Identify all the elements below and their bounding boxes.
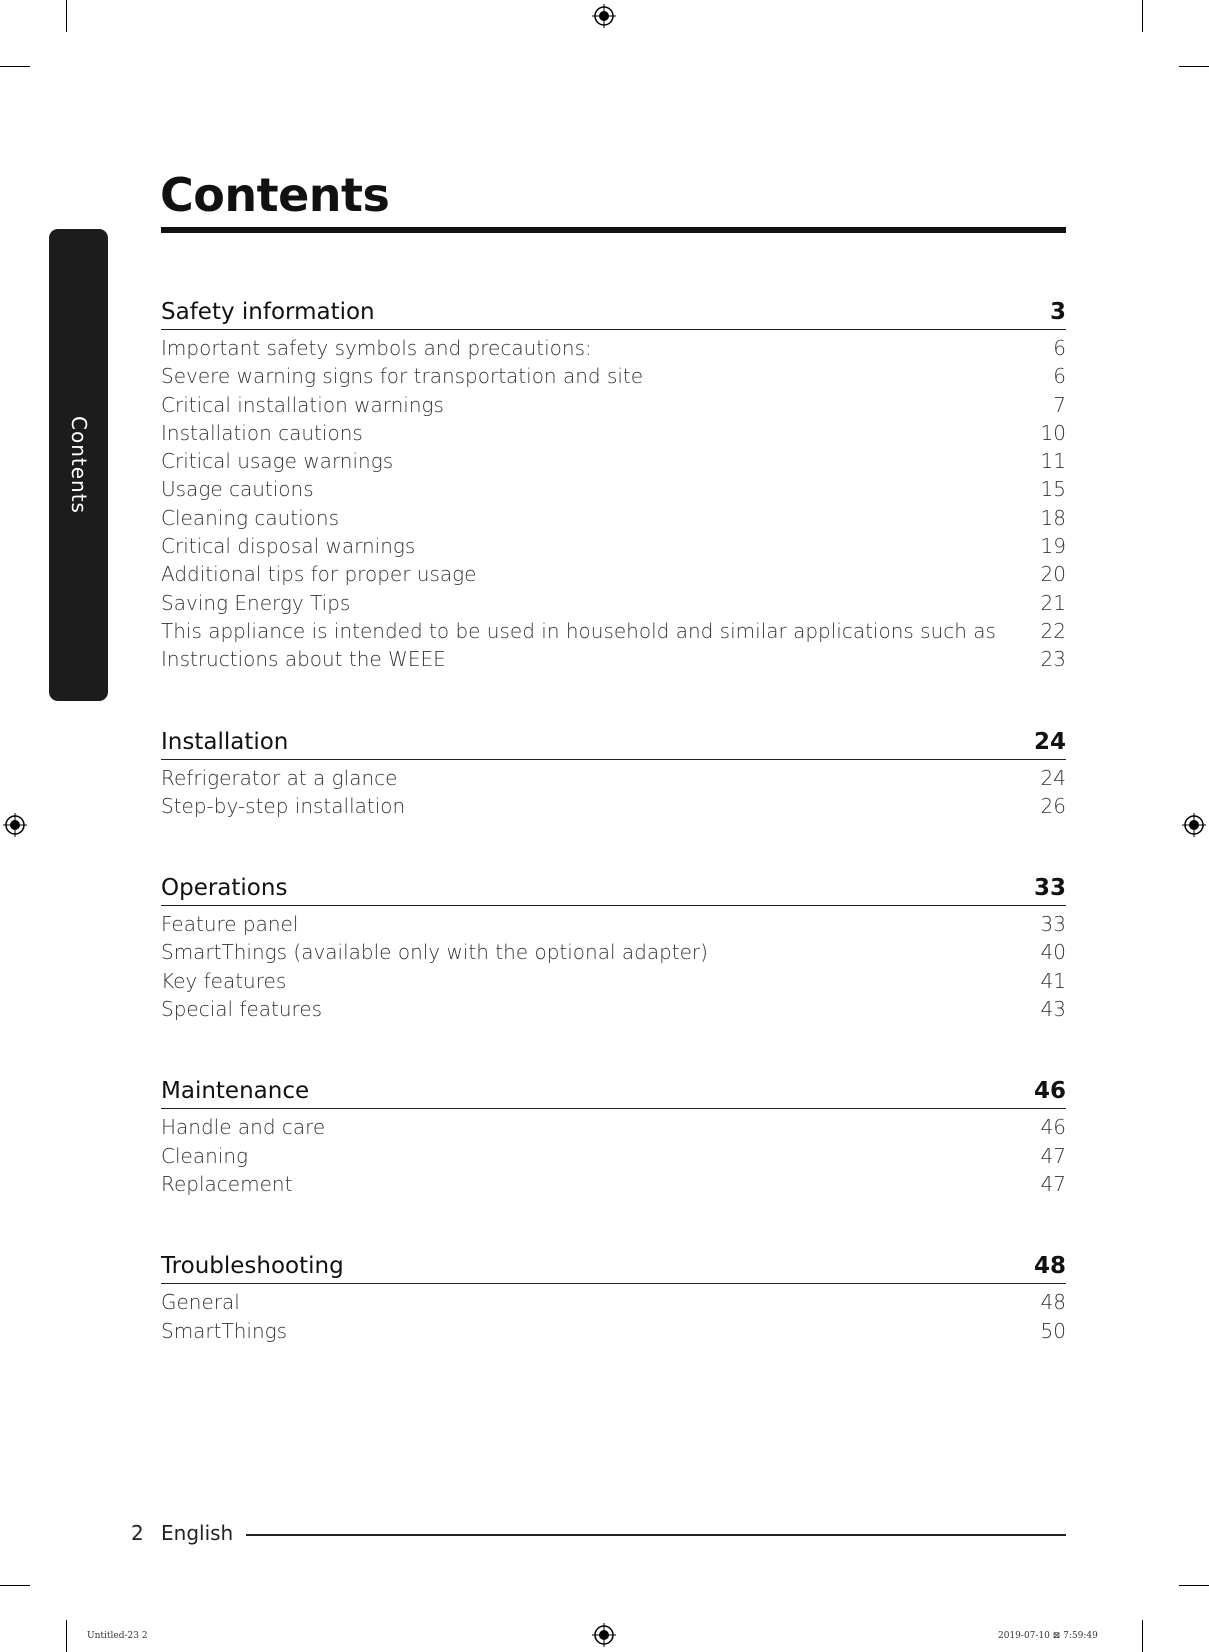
- toc-entry[interactable]: [161, 447, 1066, 475]
- toc-entry-label: Usage cautions: [161, 477, 314, 502]
- registration-mark-icon: [592, 4, 616, 28]
- toc-entry-page: 15: [1040, 477, 1066, 502]
- toc-entry-label: SmartThings: [161, 1318, 288, 1343]
- toc-entry[interactable]: [161, 764, 1066, 792]
- registration-mark-icon: [592, 1623, 616, 1647]
- toc-entry[interactable]: [161, 391, 1066, 419]
- toc-entry-page: 43: [1040, 997, 1066, 1022]
- toc-entry-list: [161, 1284, 1066, 1345]
- toc-section-heading[interactable]: [161, 288, 1066, 330]
- toc-section-page: 46: [1033, 1078, 1066, 1105]
- crop-mark: [1142, 1620, 1143, 1652]
- toc-entry-label: Handle and care: [161, 1115, 326, 1140]
- toc-entry-page: 22: [1040, 618, 1066, 643]
- toc-entry-page: 19: [1040, 534, 1066, 559]
- toc-entry[interactable]: [161, 475, 1066, 503]
- registration-mark-icon: [1182, 813, 1206, 837]
- toc-entry-label: Replacement: [161, 1171, 293, 1196]
- toc-entry-page: 24: [1040, 765, 1066, 790]
- toc-entry-list: [161, 760, 1066, 821]
- toc-section: [161, 288, 1066, 674]
- toc-entry[interactable]: [161, 938, 1066, 966]
- toc-entry-label: Critical usage warnings: [161, 449, 394, 474]
- toc-entry-page: 41: [1040, 968, 1066, 993]
- toc-entry-label: Special features: [161, 997, 323, 1022]
- toc-entry-page: 47: [1040, 1171, 1066, 1196]
- toc-entry-list: [161, 906, 1066, 1023]
- toc-entry-page: 40: [1040, 940, 1066, 965]
- toc-entry[interactable]: [161, 910, 1066, 938]
- toc-entry-label: Cleaning: [161, 1143, 248, 1168]
- title-rule: [161, 227, 1066, 233]
- toc-entry-page: 7: [1053, 392, 1066, 417]
- toc-entry-page: 50: [1040, 1318, 1066, 1343]
- toc-entry-label: Saving Energy Tips: [161, 590, 351, 615]
- toc-entry-label: Critical installation warnings: [161, 392, 444, 417]
- crop-mark: [66, 1620, 67, 1652]
- crop-mark: [1179, 1585, 1209, 1586]
- print-slug-right: 2019-07-10 ⊠ 7:59:49: [998, 1631, 1098, 1641]
- toc-section-heading[interactable]: [161, 1067, 1066, 1109]
- toc-entry-page: 23: [1040, 647, 1066, 672]
- toc-section-heading[interactable]: [161, 864, 1066, 906]
- toc-section-heading[interactable]: [161, 718, 1066, 760]
- toc-section-page: 24: [1033, 728, 1066, 755]
- crop-mark: [1142, 0, 1143, 32]
- toc-section: [161, 1242, 1066, 1345]
- toc-entry-label: Critical disposal warnings: [161, 534, 416, 559]
- toc-entry[interactable]: [161, 1288, 1066, 1316]
- toc-entry-page: 21: [1040, 590, 1066, 615]
- toc-entry-label: Cleaning cautions: [161, 505, 340, 530]
- toc-entry[interactable]: [161, 967, 1066, 995]
- toc-section-title: Installation: [161, 728, 289, 755]
- toc-section-heading[interactable]: [161, 1242, 1066, 1284]
- toc-entry[interactable]: [161, 1113, 1066, 1141]
- toc-section-title: Troubleshooting: [161, 1253, 344, 1280]
- toc-entry[interactable]: [161, 334, 1066, 362]
- toc-entry[interactable]: [161, 1142, 1066, 1170]
- toc-entry-page: 20: [1040, 562, 1066, 587]
- toc-entry-page: 6: [1053, 364, 1066, 389]
- toc-entry-label: Key features: [161, 968, 287, 993]
- toc-section-page: 3: [1049, 299, 1066, 325]
- print-slug-left: Untitled-23 2: [87, 1631, 148, 1641]
- toc-entry-label: This appliance is intended to be used in household and similar applications such as: [161, 618, 996, 643]
- toc-entry-label: General: [161, 1290, 240, 1315]
- toc-entry[interactable]: [161, 1170, 1066, 1198]
- table-of-contents: [161, 288, 1066, 1345]
- toc-entry-page: 18: [1040, 505, 1066, 530]
- footer-rule: [246, 1534, 1066, 1536]
- toc-entry-label: Installation cautions: [161, 420, 363, 445]
- page-title: Contents: [160, 168, 390, 222]
- toc-entry[interactable]: [161, 419, 1066, 447]
- toc-entry[interactable]: [161, 362, 1066, 390]
- toc-entry-label: SmartThings (available only with the optional adapter): [161, 940, 708, 965]
- toc-entry[interactable]: [161, 645, 1066, 673]
- toc-section-title: Safety information: [161, 299, 375, 325]
- toc-entry[interactable]: [161, 995, 1066, 1023]
- toc-entry[interactable]: [161, 589, 1066, 617]
- toc-section: [161, 864, 1066, 1023]
- toc-entry-page: 6: [1053, 336, 1066, 360]
- toc-entry-label: Refrigerator at a glance: [161, 765, 398, 790]
- toc-entry[interactable]: [161, 792, 1066, 820]
- toc-entry[interactable]: [161, 1317, 1066, 1345]
- crop-mark: [1179, 66, 1209, 67]
- registration-mark-icon: [3, 813, 27, 837]
- toc-section-page: 33: [1033, 875, 1066, 902]
- footer-language: English: [161, 1521, 234, 1545]
- toc-entry-label: Feature panel: [161, 912, 299, 937]
- toc-entry-page: 33: [1040, 912, 1066, 937]
- toc-entry[interactable]: [161, 504, 1066, 532]
- toc-entry-page: 11: [1040, 449, 1066, 474]
- crop-mark: [66, 0, 67, 32]
- toc-entry-page: 47: [1040, 1143, 1066, 1168]
- toc-entry[interactable]: [161, 560, 1066, 588]
- toc-entry[interactable]: [161, 617, 1066, 645]
- toc-entry-label: Step-by-step installation: [161, 793, 406, 818]
- toc-section-title: Operations: [161, 875, 288, 902]
- toc-section: [161, 718, 1066, 821]
- toc-entry[interactable]: [161, 532, 1066, 560]
- toc-entry-list: [161, 330, 1066, 674]
- toc-entry-page: 26: [1040, 793, 1066, 818]
- toc-entry-list: [161, 1109, 1066, 1198]
- toc-entry-page: 10: [1040, 420, 1066, 445]
- toc-entry-label: Additional tips for proper usage: [161, 562, 477, 587]
- toc-entry-page: 48: [1040, 1290, 1066, 1315]
- toc-section-page: 48: [1033, 1253, 1066, 1280]
- toc-entry-page: 46: [1040, 1115, 1066, 1140]
- toc-entry-label: Instructions about the WEEE: [161, 647, 446, 672]
- page-number: 2: [131, 1521, 144, 1545]
- toc-section-title: Maintenance: [161, 1078, 310, 1105]
- side-tab-label: Contents: [67, 416, 91, 514]
- crop-mark: [0, 66, 30, 67]
- toc-entry-label: Important safety symbols and precautions:: [161, 336, 592, 360]
- crop-mark: [0, 1585, 30, 1586]
- toc-section: [161, 1067, 1066, 1198]
- toc-entry-label: Severe warning signs for transportation and site: [161, 364, 644, 389]
